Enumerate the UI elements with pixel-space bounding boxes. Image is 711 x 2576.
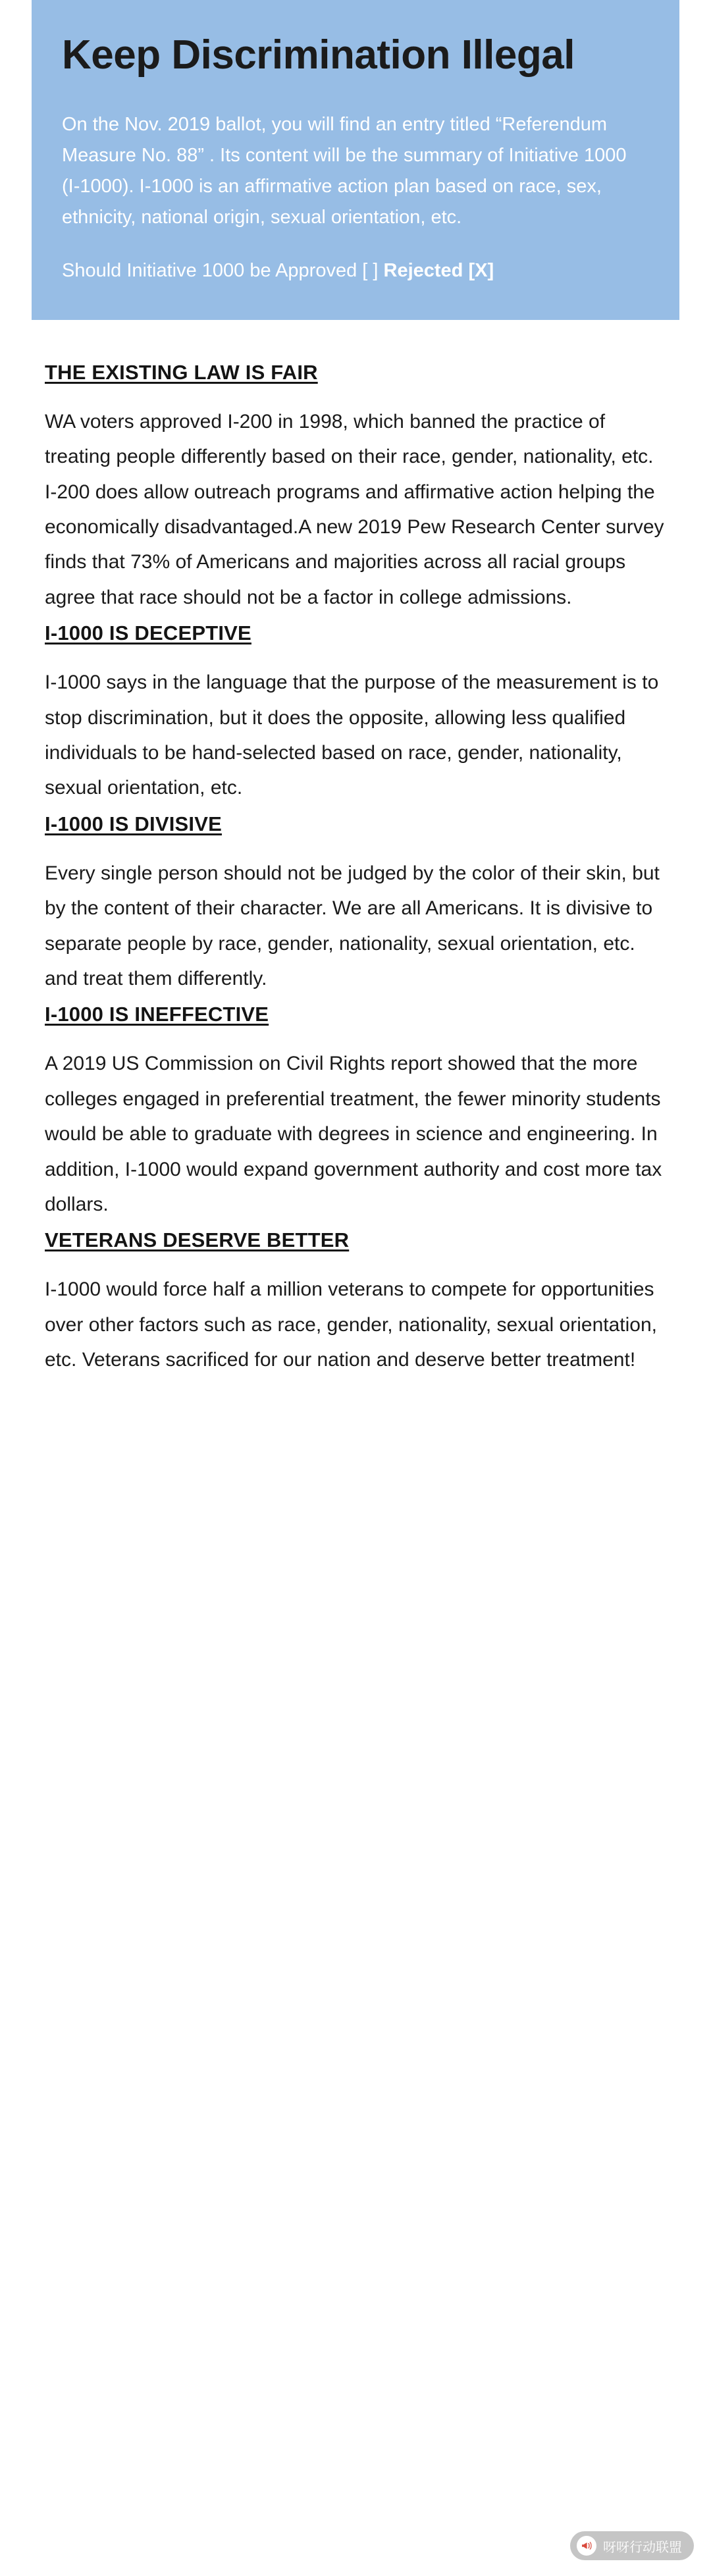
section-heading: I-1000 IS DIVISIVE — [45, 812, 222, 835]
section-heading: I-1000 IS DECEPTIVE — [45, 621, 251, 645]
section-divisive — [45, 812, 666, 997]
hero-paragraph: On the Nov. 2019 ballot, you will find an entry titled “Referendum Measure No. 88” . Its content will be the summary of Initiative 1000 (I-1000). I-1000 is an affirmative action plan based on race, sex, ethnicity, national origin, sexual orientation, etc. — [62, 113, 627, 228]
article-content — [0, 320, 711, 1378]
hero-ballot-question — [62, 255, 649, 286]
section-body: I-1000 would force half a million veterans to compete for opportunities over other factors such as race, gender, nationality, sexual orientation, etc. Veterans sacrificed for our nation and deserve better treatment! — [45, 1278, 657, 1371]
section-deceptive — [45, 621, 666, 806]
section-heading: I-1000 IS INEFFECTIVE — [45, 1003, 269, 1026]
section-veterans-deserve-better — [45, 1228, 666, 1377]
hero-title: Keep Discrimination Illegal — [62, 32, 575, 78]
section-existing-law-is-fair — [45, 361, 666, 615]
watermark-badge — [570, 2531, 694, 2560]
section-body: WA voters approved I-200 in 1998, which banned the practice of treating people differently based on their race, gender, nationality, etc. I-200 does allow outreach programs and affirmative action helping the economically disadvantaged.A new 2019 Pew Research Center survey finds that 73% of Americans and majorities across all racial groups agree that race should not be a factor in college admissions. — [45, 410, 664, 608]
section-ineffective — [45, 1003, 666, 1222]
hero-banner — [32, 0, 679, 320]
section-heading: THE EXISTING LAW IS FAIR — [45, 360, 318, 384]
section-heading: VETERANS DESERVE BETTER — [45, 1228, 350, 1252]
watermark-label: 呀呀行动联盟 — [603, 2540, 682, 2555]
ballot-question-emphasis: Rejected [X] — [383, 259, 494, 281]
section-body: I-1000 says in the language that the purpose of the measurement is to stop discrimination, but it does the opposite, allowing less qualified individuals to be hand-selected based on race, gender, nationality, sexual orientation, etc. — [45, 671, 659, 799]
megaphone-icon — [577, 2536, 596, 2556]
section-body: A 2019 US Commission on Civil Rights report showed that the more colleges engaged in preferential treatment, the fewer minority students would be able to graduate with degrees in science and engineering. In addition, I-1000 would expand government authority and cost more tax dollars. — [45, 1053, 662, 1215]
section-body: Every single person should not be judged by the color of their skin, but by the content of their character. We are all Americans. It is divisive to separate people by race, gender, nationality, sexual orientation, etc. and treat them differently. — [45, 862, 660, 989]
ballot-question-prefix: Should Initiative 1000 be Approved [ ] — [62, 259, 384, 281]
